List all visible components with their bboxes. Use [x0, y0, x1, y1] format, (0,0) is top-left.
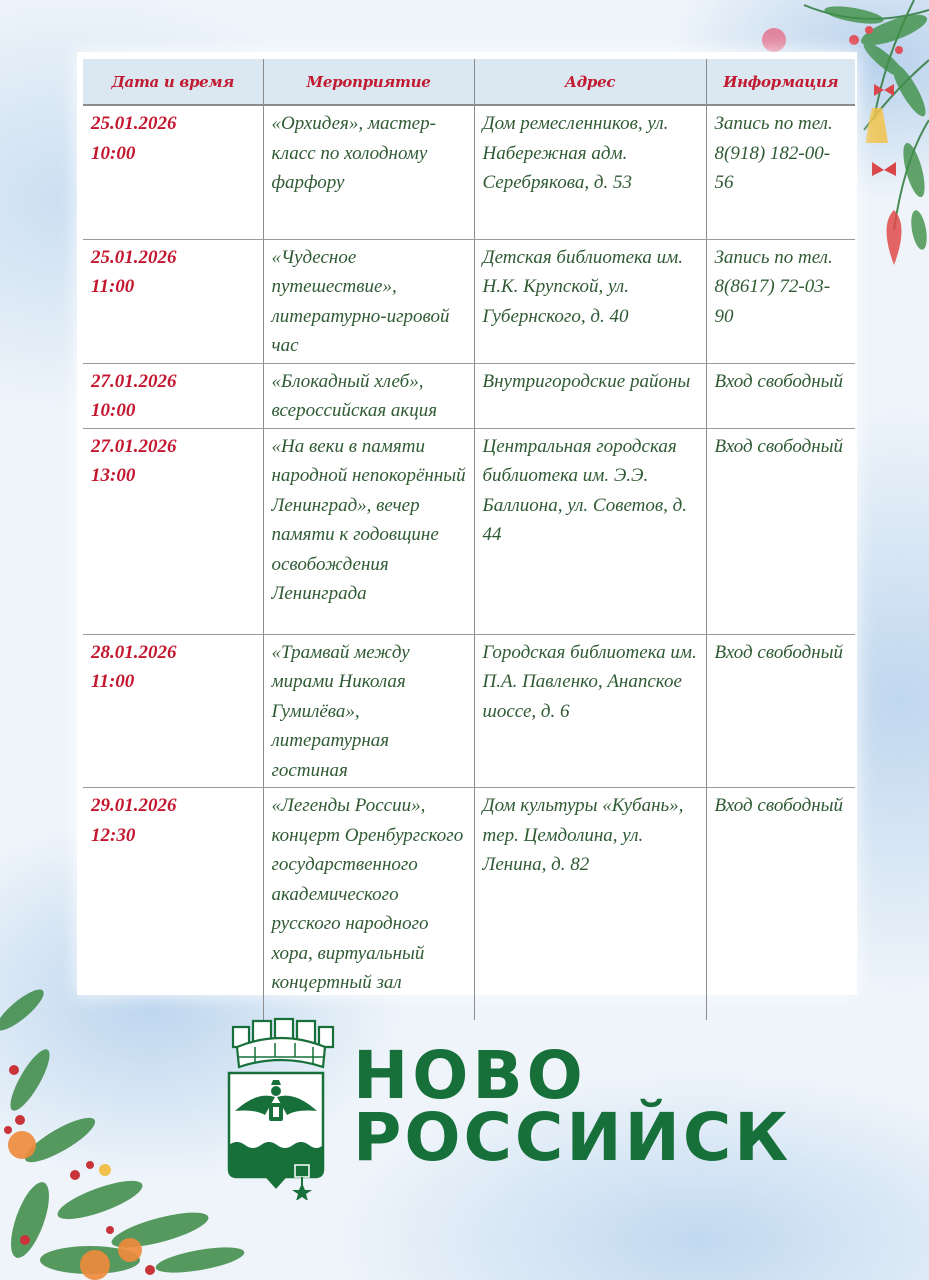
table-header-row	[83, 59, 855, 105]
event-cell: «Легенды России», концерт Оренбургского государственного академического русского народного хора, виртуальный концертный зал	[263, 788, 474, 1020]
event-cell: «Чудесное путешествие», литературно-игровой час	[263, 239, 474, 363]
table-row	[83, 239, 855, 363]
event-date: 25.01.2026	[91, 113, 177, 134]
table-row	[83, 363, 855, 428]
city-name-wordmark	[353, 1037, 792, 1176]
address-cell: Дом культуры «Кубань», тер. Цемдолина, ул. Ленина, д. 82	[474, 788, 706, 1020]
date-time-cell	[83, 634, 263, 788]
info-cell: Вход свободный	[706, 363, 855, 428]
events-schedule-table	[83, 59, 855, 1020]
address-cell: Городская библиотека им. П.А. Павленко, Анапское шоссе, д. 6	[474, 634, 706, 788]
info-cell: Вход свободный	[706, 634, 855, 788]
date-time-cell	[83, 363, 263, 428]
column-header-event: Мероприятие	[263, 59, 474, 105]
column-header-address: Адрес	[474, 59, 706, 105]
address-cell: Дом ремесленников, ул. Набережная адм. Серебрякова, д. 53	[474, 105, 706, 239]
column-header-info: Информация	[706, 59, 855, 105]
table-row	[83, 428, 855, 634]
event-cell: «Трамвай между мирами Николая Гумилёва», литературная гостиная	[263, 634, 474, 788]
event-cell: «На веки в памяти народной непокорённый Ленинград», вечер памяти к годовщине освобождения Ленинграда	[263, 428, 474, 634]
event-cell: «Орхидея», мастер-класс по холодному фарфору	[263, 105, 474, 239]
event-time: 12:30	[91, 824, 136, 846]
info-cell: Вход свободный	[706, 428, 855, 634]
column-header-date-time: Дата и время	[83, 59, 263, 105]
event-time: 11:00	[91, 671, 135, 692]
event-time: 10:00	[91, 400, 136, 421]
event-time: 10:00	[91, 142, 136, 164]
event-date: 27.01.2026	[91, 370, 177, 392]
info-cell: Запись по тел. 8(918) 182-00-56	[706, 105, 855, 239]
address-cell: Центральная городская библиотека им. Э.Э. Баллиона, ул. Советов, д. 44	[474, 428, 706, 634]
logo-line-2: РОССИЙСК	[353, 1099, 792, 1176]
coat-of-arms-icon	[225, 1015, 335, 1200]
date-time-cell	[83, 788, 263, 1020]
info-cell: Вход свободный	[706, 788, 855, 1020]
table-row	[83, 788, 855, 1020]
event-time: 13:00	[91, 465, 136, 486]
event-time: 11:00	[91, 276, 135, 297]
address-cell: Внутригородские районы	[474, 363, 706, 428]
date-time-cell	[83, 428, 263, 634]
event-date: 28.01.2026	[91, 641, 177, 663]
event-date: 27.01.2026	[91, 435, 177, 457]
novorossiysk-logo	[225, 1015, 792, 1200]
table-row	[83, 634, 855, 788]
date-time-cell	[83, 105, 263, 239]
table-row	[83, 105, 855, 239]
event-cell: «Блокадный хлеб», всероссийская акция	[263, 363, 474, 428]
event-date: 29.01.2026	[91, 795, 177, 816]
logo-line-1: НОВО	[353, 1037, 587, 1114]
date-time-cell	[83, 239, 263, 363]
event-date: 25.01.2026	[91, 246, 177, 268]
info-cell: Запись по тел. 8(8617) 72-03-90	[706, 239, 855, 363]
address-cell: Детская библиотека им. Н.К. Крупской, ул. Губернского, д. 40	[474, 239, 706, 363]
